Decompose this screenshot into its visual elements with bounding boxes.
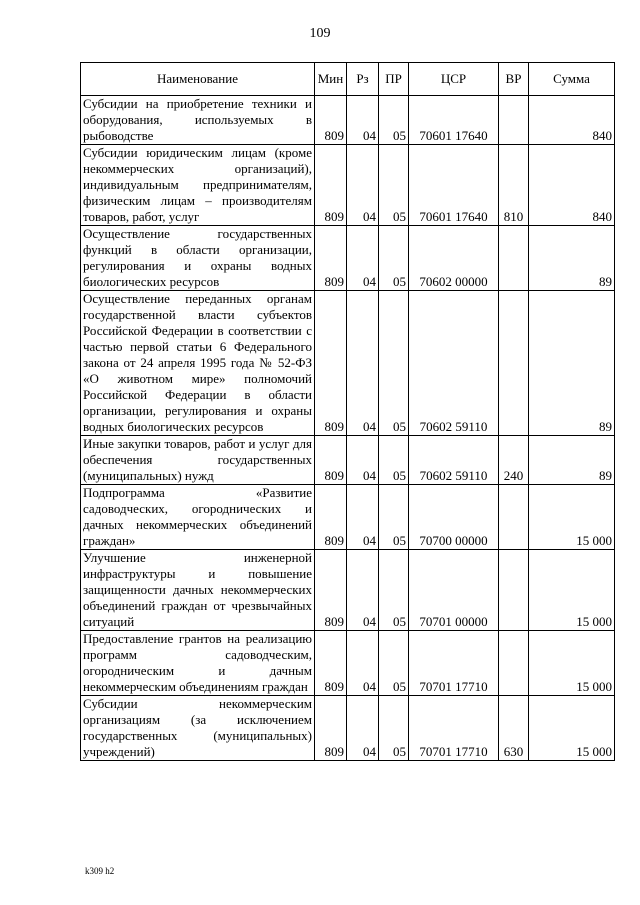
row-min: 809 <box>315 550 347 631</box>
row-pr: 05 <box>379 631 409 696</box>
header-rz: Рз <box>347 63 379 96</box>
row-rz: 04 <box>347 631 379 696</box>
table-row <box>81 485 615 550</box>
row-name: Улучшение инженерной инфраструктуры и повышение защищенности дачных некоммерческих объединений граждан от чрезвычайных ситуаций <box>81 550 315 631</box>
row-name: Осуществление государственных функций в области организации, регулирования и охраны водных биологических ресурсов <box>81 226 315 291</box>
row-pr: 05 <box>379 291 409 436</box>
row-pr: 05 <box>379 226 409 291</box>
row-sum: 89 <box>529 436 615 485</box>
table-row <box>81 226 615 291</box>
header-min: Мин <box>315 63 347 96</box>
row-pr: 05 <box>379 96 409 145</box>
table-row <box>81 96 615 145</box>
row-vr: 240 <box>499 436 529 485</box>
table-header-row <box>81 63 615 96</box>
row-name: Субсидии на приобретение техники и оборудования, используемых в рыбоводстве <box>81 96 315 145</box>
row-min: 809 <box>315 291 347 436</box>
row-name: Иные закупки товаров, работ и услуг для обеспечения государственных (муниципальных) нужд <box>81 436 315 485</box>
row-min: 809 <box>315 226 347 291</box>
row-vr <box>499 291 529 436</box>
row-rz: 04 <box>347 96 379 145</box>
row-csr: 70602 00000 <box>409 226 499 291</box>
row-sum: 15 000 <box>529 485 615 550</box>
row-pr: 05 <box>379 145 409 226</box>
row-min: 809 <box>315 96 347 145</box>
header-vr: ВР <box>499 63 529 96</box>
row-vr <box>499 485 529 550</box>
row-csr: 70701 00000 <box>409 550 499 631</box>
row-pr: 05 <box>379 485 409 550</box>
row-rz: 04 <box>347 436 379 485</box>
row-min: 809 <box>315 631 347 696</box>
row-name: Предоставление грантов на реализацию программ садоводческим, огородническим и дачным некоммерческим объединениям граждан <box>81 631 315 696</box>
row-vr <box>499 226 529 291</box>
row-rz: 04 <box>347 696 379 761</box>
row-min: 809 <box>315 696 347 761</box>
page-number: 109 <box>309 26 331 41</box>
row-vr: 810 <box>499 145 529 226</box>
row-sum: 15 000 <box>529 696 615 761</box>
header-name: Наименование <box>81 63 315 96</box>
row-vr <box>499 631 529 696</box>
row-rz: 04 <box>347 550 379 631</box>
row-sum: 840 <box>529 96 615 145</box>
row-pr: 05 <box>379 696 409 761</box>
row-min: 809 <box>315 145 347 226</box>
header-csr: ЦСР <box>409 63 499 96</box>
budget-table <box>80 62 615 761</box>
table-row <box>81 436 615 485</box>
table-row <box>81 631 615 696</box>
header-sum: Сумма <box>529 63 615 96</box>
row-csr: 70601 17640 <box>409 145 499 226</box>
row-vr: 630 <box>499 696 529 761</box>
row-name: Осуществление переданных органам государственной власти субъектов Российской Федерации в соответствии с частью первой статьи 6 Федерального закона от 24 апреля 1995 года № 52-ФЗ «О животном мире» полномочий Российской Федерации в области организации, регулирования и охраны водных биологических ресурсов <box>81 291 315 436</box>
row-rz: 04 <box>347 485 379 550</box>
row-min: 809 <box>315 485 347 550</box>
row-csr: 70701 17710 <box>409 696 499 761</box>
row-rz: 04 <box>347 145 379 226</box>
row-rz: 04 <box>347 226 379 291</box>
table-row <box>81 291 615 436</box>
table-row <box>81 696 615 761</box>
row-vr <box>499 96 529 145</box>
row-csr: 70602 59110 <box>409 291 499 436</box>
row-min: 809 <box>315 436 347 485</box>
row-sum: 89 <box>529 291 615 436</box>
row-name: Субсидии юридическим лицам (кроме некоммерческих организаций), индивидуальным предпринимателям, физическим лицам – производителям товаров, работ, услуг <box>81 145 315 226</box>
row-sum: 15 000 <box>529 631 615 696</box>
row-name: Подпрограмма «Развитие садоводческих, огороднических и дачных некоммерческих объединений граждан» <box>81 485 315 550</box>
header-pr: ПР <box>379 63 409 96</box>
table-row <box>81 145 615 226</box>
row-csr: 70701 17710 <box>409 631 499 696</box>
row-vr <box>499 550 529 631</box>
row-csr: 70700 00000 <box>409 485 499 550</box>
row-csr: 70601 17640 <box>409 96 499 145</box>
row-pr: 05 <box>379 550 409 631</box>
row-sum: 15 000 <box>529 550 615 631</box>
row-pr: 05 <box>379 436 409 485</box>
row-sum: 840 <box>529 145 615 226</box>
row-name: Субсидии некоммерческим организациям (за исключением государственных (муниципальных) учреждений) <box>81 696 315 761</box>
row-rz: 04 <box>347 291 379 436</box>
row-sum: 89 <box>529 226 615 291</box>
footer-code: k309 h2 <box>85 866 115 876</box>
table-row <box>81 550 615 631</box>
row-csr: 70602 59110 <box>409 436 499 485</box>
